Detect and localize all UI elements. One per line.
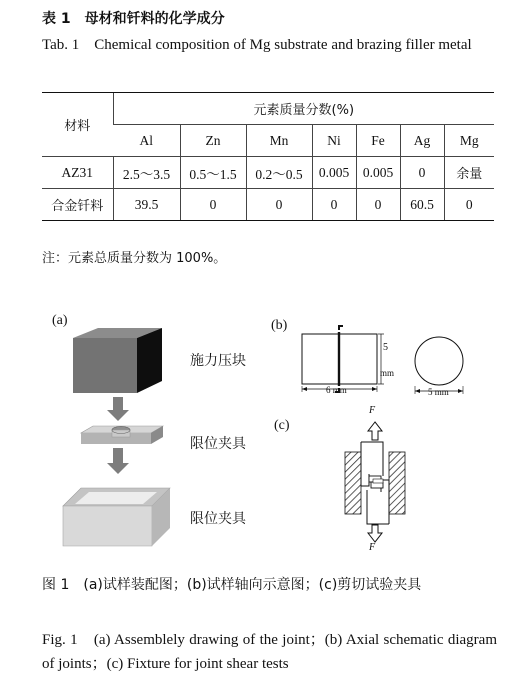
pressure-block xyxy=(73,328,162,393)
panel-b-label: (b) xyxy=(271,318,288,333)
table-cell: 0 xyxy=(246,189,312,221)
panel-c-label: (c) xyxy=(274,418,290,433)
table-cell: 0 xyxy=(180,189,246,221)
table-row xyxy=(42,189,494,221)
label-pressure-block: 施力压块 xyxy=(190,353,246,369)
column-header: Al xyxy=(113,125,180,157)
table-cell: 2.5～3.5 xyxy=(113,157,180,189)
table-cell: 0 xyxy=(312,189,356,221)
column-header: Fe xyxy=(356,125,400,157)
column-header: Mn xyxy=(246,125,312,157)
table-cell: 39.5 xyxy=(113,189,180,221)
shear-test-fixture xyxy=(335,418,415,554)
table-cell: 0 xyxy=(356,189,400,221)
lower-limit-fixture xyxy=(63,488,170,546)
upper-limit-fixture xyxy=(81,426,163,444)
figure-caption-cn: 图 1 (a)试样装配图；(b)试样轴向示意图；(c)剪切试验夹具 xyxy=(42,577,422,593)
table-cell: 0.005 xyxy=(356,157,400,189)
dim-diameter: 5 mm xyxy=(428,387,449,397)
cell-material: AZ31 xyxy=(42,157,113,189)
force-label-bottom: F xyxy=(369,542,376,553)
table-cell: 0.5～1.5 xyxy=(180,157,246,189)
table-note: 注：元素总质量分数为 100%。 xyxy=(42,251,227,266)
column-header: Mg xyxy=(444,125,494,157)
assembly-drawing xyxy=(55,318,175,558)
force-arrow-up-icon xyxy=(368,422,382,440)
table-cell: 0.005 xyxy=(312,157,356,189)
column-header: Zn xyxy=(180,125,246,157)
table-caption-en: Tab. 1 Chemical composition of Mg substrate and brazing filler metal xyxy=(42,37,472,53)
composition-table xyxy=(42,92,494,221)
table-caption-cn: 表 1 母材和钎料的化学成分 xyxy=(42,11,225,27)
arrow-down-icon xyxy=(107,397,129,421)
force-arrow-down-icon xyxy=(368,525,382,542)
table-row xyxy=(42,157,494,189)
dim-width: 6 mm xyxy=(326,385,347,395)
column-header: Ag xyxy=(400,125,444,157)
dim-height-unit: mm xyxy=(380,368,395,378)
table-cell: 60.5 xyxy=(400,189,444,221)
label-limit-fixture-lower: 限位夹具 xyxy=(190,511,246,527)
row-header-material: 材料 xyxy=(42,93,113,157)
table-cell: 0 xyxy=(400,157,444,189)
figure-caption-en: Fig. 1 (a) Assemblely drawing of the joint；(b) Axial schematic diagram of joints；(c) Fixture for joint shear tests xyxy=(42,632,497,672)
label-limit-fixture-upper: 限位夹具 xyxy=(190,436,246,452)
panel-a-label: (a) xyxy=(52,313,68,328)
table-cell: 0 xyxy=(444,189,494,221)
table-cell: 余量 xyxy=(444,157,494,189)
arrow-down-icon xyxy=(107,448,129,474)
dim-height: 5 xyxy=(383,342,388,353)
group-header: 元素质量分数(%) xyxy=(113,93,494,125)
cell-material: 合金钎料 xyxy=(42,189,113,221)
column-header: Ni xyxy=(312,125,356,157)
table-cell: 0.2～0.5 xyxy=(246,157,312,189)
force-label-top: F xyxy=(369,405,376,416)
